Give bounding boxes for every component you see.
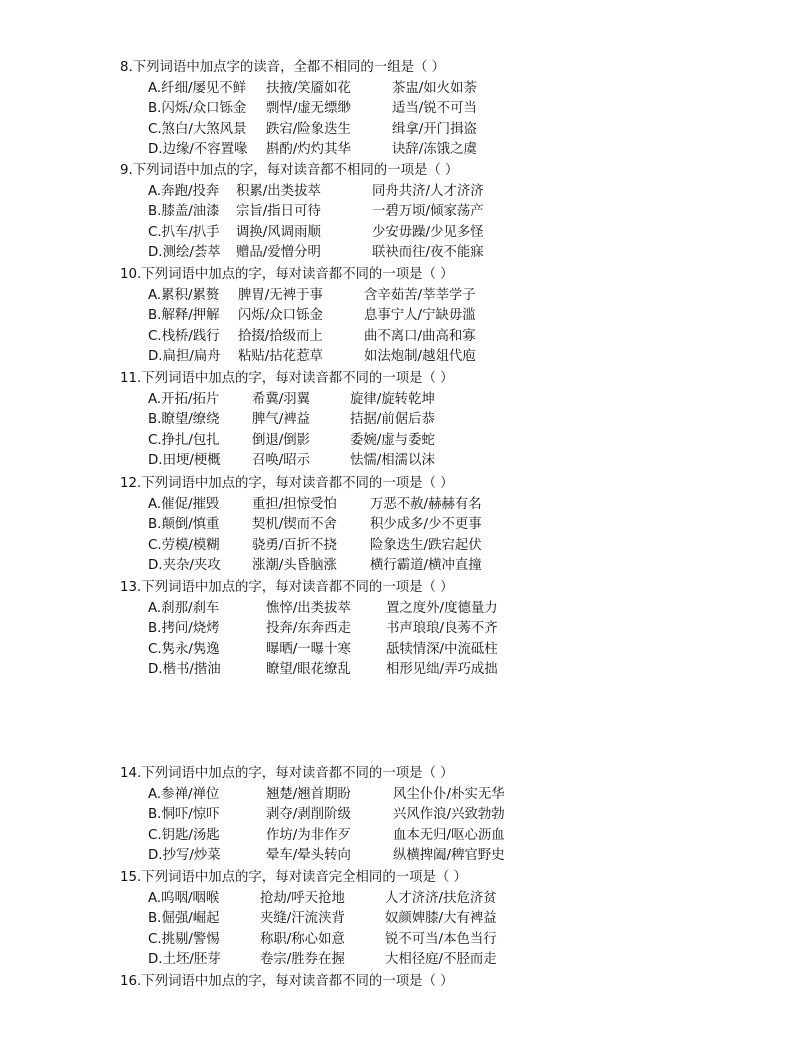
option-row bbox=[0, 556, 794, 576]
option-term-group: 骁勇/百折不挠 bbox=[252, 537, 337, 553]
option-term-group: 联袂而往/夜不能寐 bbox=[372, 245, 484, 261]
option-term-group: A.奔跑/投奔 bbox=[148, 183, 220, 199]
option-term-group: A.累积/累赘 bbox=[148, 287, 220, 303]
option-term-group: 倒退/倒影 bbox=[252, 432, 311, 448]
option-row bbox=[0, 495, 794, 515]
option-term-group: 晕车/晕头转向 bbox=[266, 848, 351, 864]
option-term-group: D.抄写/炒菜 bbox=[148, 848, 221, 864]
option-term-group: 置之度外/度德量力 bbox=[386, 600, 498, 616]
option-row bbox=[0, 410, 794, 430]
option-row bbox=[0, 660, 794, 680]
question-stem: 16.下列词语中加点的字，每对读音都不同的一项是（ ） bbox=[120, 974, 454, 989]
option-term-group: 拾掇/拾级而上 bbox=[238, 328, 323, 344]
option-row bbox=[0, 140, 794, 160]
option-term-group: B.解释/押解 bbox=[148, 308, 220, 324]
option-term-group: 舐犊情深/中流砥柱 bbox=[386, 641, 498, 657]
option-term-group: 少安毋躁/少见多怪 bbox=[372, 224, 484, 240]
option-term-group: 险象迭生/跌宕起伏 bbox=[370, 537, 482, 553]
option-term-group: 兴风作浪/兴致勃勃 bbox=[393, 807, 505, 823]
option-term-group: A.参禅/禅位 bbox=[148, 786, 220, 802]
option-term-group: 召唤/昭示 bbox=[252, 453, 311, 469]
option-term-group: 斟酌/灼灼其华 bbox=[266, 142, 351, 158]
option-term-group: 一碧万顷/倾家荡产 bbox=[372, 204, 484, 220]
option-term-group: C.扒车/扒手 bbox=[148, 224, 220, 240]
option-term-group: A.呜咽/咽喉 bbox=[148, 890, 220, 906]
option-row bbox=[0, 950, 794, 970]
question-stem: 8.下列词语中加点字的读音，全都不相同的一组是（ ） bbox=[120, 60, 446, 75]
option-term-group: 怯懦/相濡以沫 bbox=[350, 453, 435, 469]
option-term-group: 风尘仆仆/朴实无华 bbox=[393, 786, 505, 802]
option-row bbox=[0, 182, 794, 202]
option-term-group: 血本无归/呕心沥血 bbox=[393, 827, 505, 843]
option-row bbox=[0, 79, 794, 99]
option-term-group: 同舟共济/人才济济 bbox=[372, 183, 484, 199]
option-row bbox=[0, 909, 794, 929]
option-term-group: 相形见绌/弄巧成拙 bbox=[386, 662, 498, 678]
option-term-group: 如法炮制/越俎代庖 bbox=[364, 349, 476, 365]
option-term-group: A.催促/摧毁 bbox=[148, 496, 220, 512]
option-term-group: 曝晒/一曝十寒 bbox=[266, 641, 351, 657]
option-term-group: 赠品/爱憎分明 bbox=[236, 245, 321, 261]
option-row bbox=[0, 640, 794, 660]
option-term-group: B.拷问/烧烤 bbox=[148, 621, 220, 637]
option-row bbox=[0, 223, 794, 243]
option-term-group: 宗旨/指日可待 bbox=[236, 204, 321, 220]
option-term-group: 涨潮/头昏脑涨 bbox=[252, 558, 337, 574]
option-term-group: D.田埂/梗概 bbox=[148, 453, 221, 469]
option-row bbox=[0, 826, 794, 846]
option-term-group: 息事宁人/宁缺毋滥 bbox=[364, 308, 476, 324]
option-term-group: 积累/出类拔萃 bbox=[236, 183, 321, 199]
option-term-group: 称职/称心如意 bbox=[260, 931, 345, 947]
option-term-group: D.土坯/胚芽 bbox=[148, 952, 221, 968]
option-term-group: 脾气/裨益 bbox=[252, 412, 311, 428]
option-term-group: C.隽永/隽逸 bbox=[148, 641, 220, 657]
option-term-group: 调换/风调雨顺 bbox=[236, 224, 321, 240]
option-row bbox=[0, 120, 794, 140]
option-term-group: A.刹那/刹车 bbox=[148, 600, 220, 616]
question-stem: 11.下列词语中加点的字，每对读音都不同的一项是（ ） bbox=[120, 371, 454, 386]
option-row bbox=[0, 451, 794, 471]
option-term-group: 横行霸道/横冲直撞 bbox=[370, 558, 482, 574]
option-term-group: 积少成多/少不更事 bbox=[370, 517, 482, 533]
option-row bbox=[0, 805, 794, 825]
option-term-group: 剽悍/虚无缥缈 bbox=[266, 101, 351, 117]
option-term-group: B.瞭望/缭绕 bbox=[148, 412, 220, 428]
option-term-group: C.煞白/大煞风景 bbox=[148, 121, 247, 137]
option-term-group: 卷宗/胜券在握 bbox=[260, 952, 345, 968]
option-term-group: 委婉/虚与委蛇 bbox=[350, 432, 435, 448]
option-term-group: 闪烁/众口铄金 bbox=[238, 308, 323, 324]
option-term-group: 剥夺/剥削阶级 bbox=[266, 807, 351, 823]
option-row bbox=[0, 99, 794, 119]
option-term-group: 粘贴/拈花惹草 bbox=[238, 349, 323, 365]
option-term-group: C.挑剔/警惕 bbox=[148, 931, 220, 947]
option-term-group: 瞭望/眼花缭乱 bbox=[266, 662, 351, 678]
option-row bbox=[0, 347, 794, 367]
option-row bbox=[0, 846, 794, 866]
option-row bbox=[0, 327, 794, 347]
option-row bbox=[0, 599, 794, 619]
option-term-group: 茶盅/如火如荼 bbox=[392, 80, 477, 96]
option-term-group: 憔悴/出类拔萃 bbox=[266, 600, 351, 616]
option-term-group: C.栈桥/践行 bbox=[148, 328, 220, 344]
option-term-group: 夹缝/汗流浃背 bbox=[260, 911, 345, 927]
option-row bbox=[0, 619, 794, 639]
option-term-group: 锐不可当/本色当行 bbox=[385, 931, 497, 947]
option-row bbox=[0, 930, 794, 950]
option-term-group: B.恫吓/惊吓 bbox=[148, 807, 220, 823]
option-term-group: 人才济济/扶危济贫 bbox=[385, 890, 497, 906]
option-row bbox=[0, 202, 794, 222]
option-term-group: 扶掖/笑靥如花 bbox=[266, 80, 351, 96]
option-term-group: 曲不离口/曲高和寡 bbox=[364, 328, 476, 344]
option-row bbox=[0, 306, 794, 326]
question-stem: 12.下列词语中加点的字，每对读音都不同的一项是（ ） bbox=[120, 476, 454, 491]
question-stem: 13.下列词语中加点的字，每对读音都不同的一项是（ ） bbox=[120, 580, 454, 595]
option-row bbox=[0, 536, 794, 556]
option-term-group: D.测绘/荟萃 bbox=[148, 245, 221, 261]
option-term-group: 作坊/为非作歹 bbox=[266, 827, 351, 843]
option-term-group: A.开拓/拓片 bbox=[148, 391, 220, 407]
option-term-group: D.夹杂/夹攻 bbox=[148, 558, 221, 574]
option-term-group: 投奔/东奔西走 bbox=[266, 621, 351, 637]
option-term-group: 万恶不赦/赫赫有名 bbox=[370, 496, 482, 512]
option-row bbox=[0, 286, 794, 306]
option-term-group: 书声琅琅/良莠不齐 bbox=[386, 621, 498, 637]
option-term-group: B.倔强/崛起 bbox=[148, 911, 220, 927]
option-term-group: 希冀/羽翼 bbox=[252, 391, 311, 407]
option-term-group: 重担/担惊受怕 bbox=[252, 496, 337, 512]
option-term-group: 旋律/旋转乾坤 bbox=[350, 391, 435, 407]
option-term-group: D.边缘/不容置喙 bbox=[148, 142, 248, 158]
option-term-group: 含辛茹苦/莘莘学子 bbox=[364, 287, 476, 303]
option-term-group: 诀辞/冻饿之虞 bbox=[392, 142, 477, 158]
question-stem: 9.下列词语中加点的字，每对读音都不相同的一项是（ ） bbox=[120, 163, 459, 178]
option-term-group: B.膝盖/油漆 bbox=[148, 204, 220, 220]
option-term-group: B.闪烁/众口铄金 bbox=[148, 101, 247, 117]
question-stem: 15.下列词语中加点的字，每对读音完全相同的一项是（ ） bbox=[120, 870, 467, 885]
question-stem: 10.下列词语中加点的字，每对读音都不同的一项是（ ） bbox=[120, 267, 454, 282]
option-term-group: C.劳模/模糊 bbox=[148, 537, 220, 553]
option-term-group: D.扁担/扁舟 bbox=[148, 349, 221, 365]
option-term-group: A.纤细/屡见不鲜 bbox=[148, 80, 247, 96]
option-term-group: 脾胃/无裨于事 bbox=[238, 287, 323, 303]
option-row bbox=[0, 785, 794, 805]
option-term-group: C.挣扎/包扎 bbox=[148, 432, 220, 448]
option-term-group: 奴颜婢膝/大有裨益 bbox=[385, 911, 497, 927]
option-term-group: 缉拿/开门揖盗 bbox=[392, 121, 477, 137]
option-term-group: 抢劫/呼天抢地 bbox=[260, 890, 345, 906]
option-term-group: C.钥匙/汤匙 bbox=[148, 827, 220, 843]
option-row bbox=[0, 243, 794, 263]
option-term-group: 契机/锲而不舍 bbox=[252, 517, 337, 533]
option-row bbox=[0, 515, 794, 535]
option-term-group: 跌宕/险象迭生 bbox=[266, 121, 351, 137]
question-stem: 14.下列词语中加点的字，每对读音都不同的一项是（ ） bbox=[120, 766, 454, 781]
option-row bbox=[0, 431, 794, 451]
option-term-group: D.楷书/揩油 bbox=[148, 662, 221, 678]
option-term-group: 纵横捭阖/稗官野史 bbox=[393, 848, 505, 864]
option-row bbox=[0, 889, 794, 909]
option-term-group: 翘楚/翘首期盼 bbox=[266, 786, 351, 802]
option-term-group: 拮据/前倨后恭 bbox=[350, 412, 435, 428]
option-term-group: 大相径庭/不胫而走 bbox=[385, 952, 497, 968]
option-row bbox=[0, 390, 794, 410]
option-term-group: B.颠倒/慎重 bbox=[148, 517, 220, 533]
option-term-group: 适当/锐不可当 bbox=[392, 101, 477, 117]
